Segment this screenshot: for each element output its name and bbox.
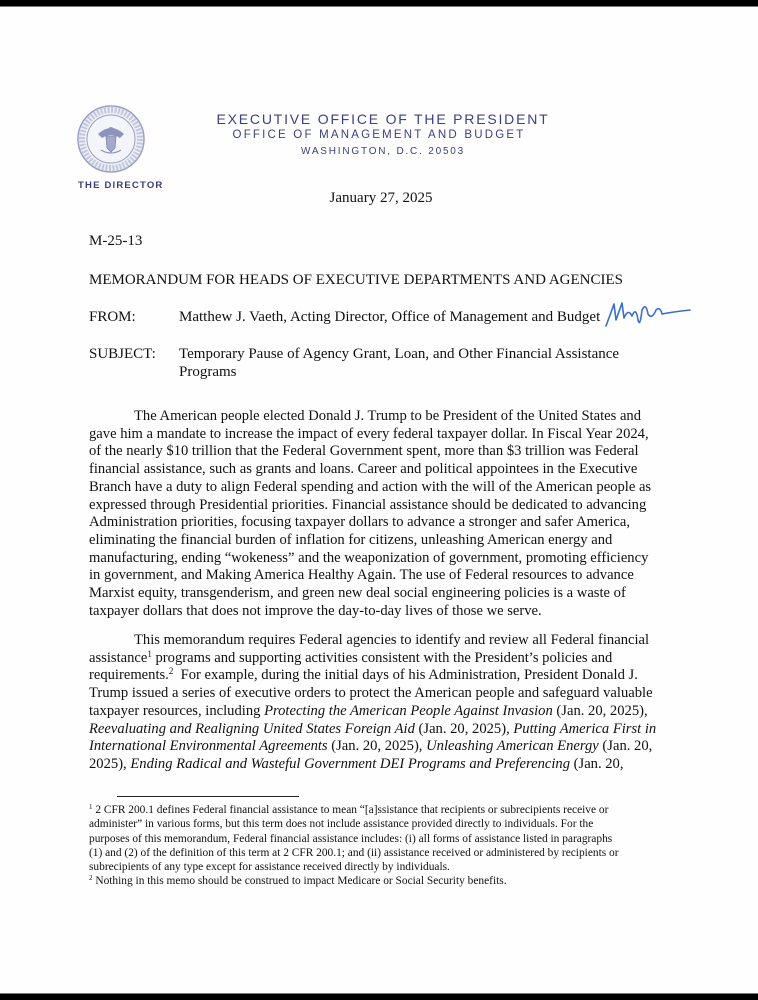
footnote-2 xyxy=(89,874,689,888)
footnote-1-line: (1) and (2) of the definition of this term at 2 CFR 200.1; and (ii) assistance received or administered by recipients or xyxy=(89,846,619,859)
eo-title: Unleashing American Energy xyxy=(426,738,599,755)
text: For example, during the initial days of his Administration, President Donald J. xyxy=(173,667,638,684)
text: (Jan. 20, 2025), xyxy=(327,738,427,755)
footnote-marker: 1 xyxy=(89,803,93,811)
memo-title: MEMORANDUM FOR HEADS OF EXECUTIVE DEPARTMENTS AND AGENCIES xyxy=(89,272,624,288)
para2-line xyxy=(89,667,681,685)
from-value: Matthew J. Vaeth, Acting Director, Office of Management and Budget xyxy=(179,309,601,325)
footnote-1 xyxy=(89,803,689,817)
text: (Jan. 20, 2025), xyxy=(414,720,514,737)
top-border xyxy=(0,0,758,7)
para1-line: eliminating the financial burden of inflation for citizens, unleashing American energy and xyxy=(89,531,613,548)
letterhead-line2: OFFICE OF MANAGEMENT AND BUDGET xyxy=(232,129,526,141)
footnote-ref-1[interactable]: 1 xyxy=(147,648,152,659)
para2-line: Trump issued a series of executive orders to protect the American people and safeguard valuable xyxy=(89,685,653,702)
footnote-ref-2[interactable]: 2 xyxy=(168,666,174,677)
para2-line xyxy=(89,721,681,739)
para1-line: in government, and Making America Healthy Again. The use of Federal resources to advance xyxy=(89,567,634,584)
para1-line: expressed through Presidential priorities. Financial assistance should be dedicated to advancing xyxy=(89,496,647,513)
footnote-1-line: subrecipients of any type except for assistance received directly by individuals. xyxy=(89,861,450,874)
text: requirements. xyxy=(89,667,169,684)
eo-title: Reevaluating and Realigning United States Foreign Aid xyxy=(89,720,415,737)
subject-label: SUBJECT: xyxy=(89,346,156,362)
para2-line xyxy=(89,738,681,756)
director-label: THE DIRECTOR xyxy=(78,180,164,191)
text: taxpayer resources, including xyxy=(89,702,265,719)
letterhead-line1: EXECUTIVE OFFICE OF THE PRESIDENT xyxy=(216,111,550,127)
memo-date: January 27, 2025 xyxy=(329,190,433,206)
para1-line: of the nearly $10 trillion that the Federal Government spent, more than $3 trillion was Federal xyxy=(89,443,639,460)
text: 2025), xyxy=(89,755,131,772)
text: (Jan. 20, 2025), xyxy=(552,702,648,719)
body-paragraph-2 xyxy=(89,632,681,774)
para2-line: This memorandum requires Federal agencies to identify and review all Federal financial xyxy=(134,632,650,648)
letterhead-address: WASHINGTON, D.C. 20503 xyxy=(300,146,466,157)
para2-line xyxy=(89,703,681,721)
para2-line xyxy=(89,756,681,774)
text: (Jan. 20, xyxy=(570,755,624,772)
eo-title: Protecting the American People Against Invasion xyxy=(264,702,553,719)
eo-title: Putting America First in xyxy=(513,720,657,737)
subject-value: Temporary Pause of Agency Grant, Loan, and Other Financial Assistance Programs xyxy=(179,346,620,380)
para1-line: taxpayer dollars that does not improve the day-to-day lives of those we serve. xyxy=(89,602,542,619)
para1-line: financial assistance, such as grants and loans. Career and political appointees in the Executive xyxy=(89,461,638,478)
para1-line: gave him a mandate to increase the impact of every federal taxpayer dollar. In Fiscal Year 2024, xyxy=(89,425,649,442)
signature-icon xyxy=(602,298,692,330)
text: assistance xyxy=(89,649,148,666)
footnote-divider xyxy=(117,796,299,797)
para1-line: Marxist equity, transgenderism, and green new deal social engineering policies is a waste of xyxy=(89,585,626,602)
text: programs and supporting activities consistent with the President’s policies and xyxy=(151,649,613,666)
eo-title: Ending Radical and Wasteful Government DEI Programs and Preferencing xyxy=(130,755,570,772)
text: 2 CFR 200.1 defines Federal financial assistance to mean “[a]ssistance that recipients or subrecipients receive or xyxy=(92,804,609,816)
from-label: FROM: xyxy=(89,309,136,325)
footnote-1-line: purposes of this memorandum, Federal financial assistance includes: (i) all forms of assistance listed in paragraphs xyxy=(89,832,613,845)
bottom-border xyxy=(0,993,758,1000)
text: (Jan. 20, xyxy=(598,738,653,755)
memo-id: M-25-13 xyxy=(89,233,143,249)
text: Nothing in this memo should be construed to impact Medicare or Social Security benefits. xyxy=(92,875,507,888)
eo-title: International Environmental Agreements xyxy=(89,738,328,755)
para1-line: Administration priorities, focusing taxpayer dollars to advance a stronger and safer America, xyxy=(89,514,631,531)
para1-line: Branch have a duty to align Federal spending and action with the will of the American people as xyxy=(89,478,652,495)
footnote-1-line: administer” in various forms, but this term does not include assistance provided directly to individuals. For the xyxy=(89,818,594,831)
para1-line: The American people elected Donald J. Trump to be President of the United States and xyxy=(134,408,642,424)
body-paragraph-1 xyxy=(89,408,681,620)
para2-line xyxy=(89,650,681,668)
footnote-marker: 2 xyxy=(89,874,93,883)
footnotes xyxy=(89,803,689,889)
para1-line: manufacturing, ending “wokeness” and the weaponization of government, promoting efficiency xyxy=(89,549,649,566)
